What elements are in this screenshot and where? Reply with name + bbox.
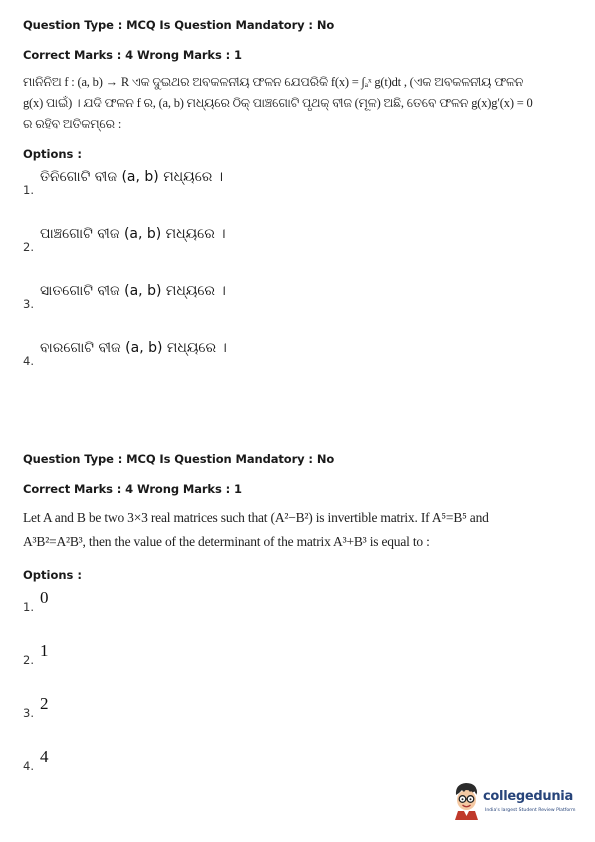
option-number: 3. <box>23 706 34 720</box>
option-text: ବାରଗୋଟି ବୀଜ (a, b) ମଧ୍ୟରେ । <box>40 340 227 356</box>
option-text: 0 <box>40 588 49 607</box>
question-1 <box>23 18 575 397</box>
question-text-line: A³B²=A²B³, then the value of the determinant of the matrix A³+B³ is equal to : <box>23 534 430 549</box>
option-4[interactable] <box>23 340 575 397</box>
options-label: Options : <box>23 568 82 582</box>
question-type-line: Question Type : MCQ Is Question Mandatory : No <box>23 18 335 32</box>
question-2 <box>23 452 575 802</box>
question-text-line: g(x) ପାଇଁ) । ଯଦି ଫଳନ f ର, (a, b) ମଧ୍ୟରେ ଠିକ୍ ପାଞ୍ଚଗୋଟି ପୃଥକ୍ ବୀଜ (ମୂଳ) ଅଛି, ତେବେ ଫଳନ g(x)g′(x) = 0 <box>23 96 533 110</box>
option-text: ପାଞ୍ଚଗୋଟି ବୀଜ (a, b) ମଧ୍ୟରେ । <box>40 226 226 242</box>
options-label: Options : <box>23 147 82 161</box>
question-text <box>23 506 575 554</box>
option-text: 1 <box>40 641 49 660</box>
option-number: 1. <box>23 183 34 197</box>
marks-line: Correct Marks : 4 Wrong Marks : 1 <box>23 48 242 62</box>
option-text: 4 <box>40 747 49 766</box>
option-text: 2 <box>40 694 49 713</box>
question-text-line: ମାନିନିଅ f : (a, b) → R ଏକ ଦୁଇଥର ଅବକଳନୀୟ ଫଳନ ଯେପରିକି f(x) = ∫ₐˣ g(t)dt , (ଏକ ଅବକଳନୀୟ ଫଳନ <box>23 75 524 89</box>
option-number: 4. <box>23 759 34 773</box>
logo-wordmark: collegedunia <box>483 789 573 804</box>
option-text: ତିନିଗୋଟି ବୀଜ (a, b) ମଧ୍ୟରେ । <box>40 169 224 185</box>
option-3[interactable] <box>23 283 575 340</box>
option-1[interactable] <box>23 169 575 226</box>
option-number: 3. <box>23 297 34 311</box>
marks-line: Correct Marks : 4 Wrong Marks : 1 <box>23 482 242 496</box>
logo-tagline: India's largest Student Review Platform <box>485 808 576 813</box>
option-1[interactable] <box>23 590 575 643</box>
option-number: 2. <box>23 240 34 254</box>
option-number: 4. <box>23 354 34 368</box>
question-text-line: ର ରହିବ ଅତିକମ୍‌ରେ : <box>23 117 122 131</box>
collegedunia-logo[interactable] <box>451 780 591 824</box>
question-type-line: Question Type : MCQ Is Question Mandatory : No <box>23 452 335 466</box>
question-text-line: Let A and B be two 3×3 real matrices such that (A²−B²) is invertible matrix. If A⁵=B⁵ and <box>23 510 489 525</box>
question-text <box>23 72 575 135</box>
option-3[interactable] <box>23 696 575 749</box>
option-text: ସାତଗୋଟି ବୀଜ (a, b) ମଧ୍ୟରେ । <box>40 283 226 299</box>
option-2[interactable] <box>23 226 575 283</box>
option-number: 1. <box>23 600 34 614</box>
student-mascot-icon <box>451 780 481 820</box>
option-number: 2. <box>23 653 34 667</box>
option-2[interactable] <box>23 643 575 696</box>
